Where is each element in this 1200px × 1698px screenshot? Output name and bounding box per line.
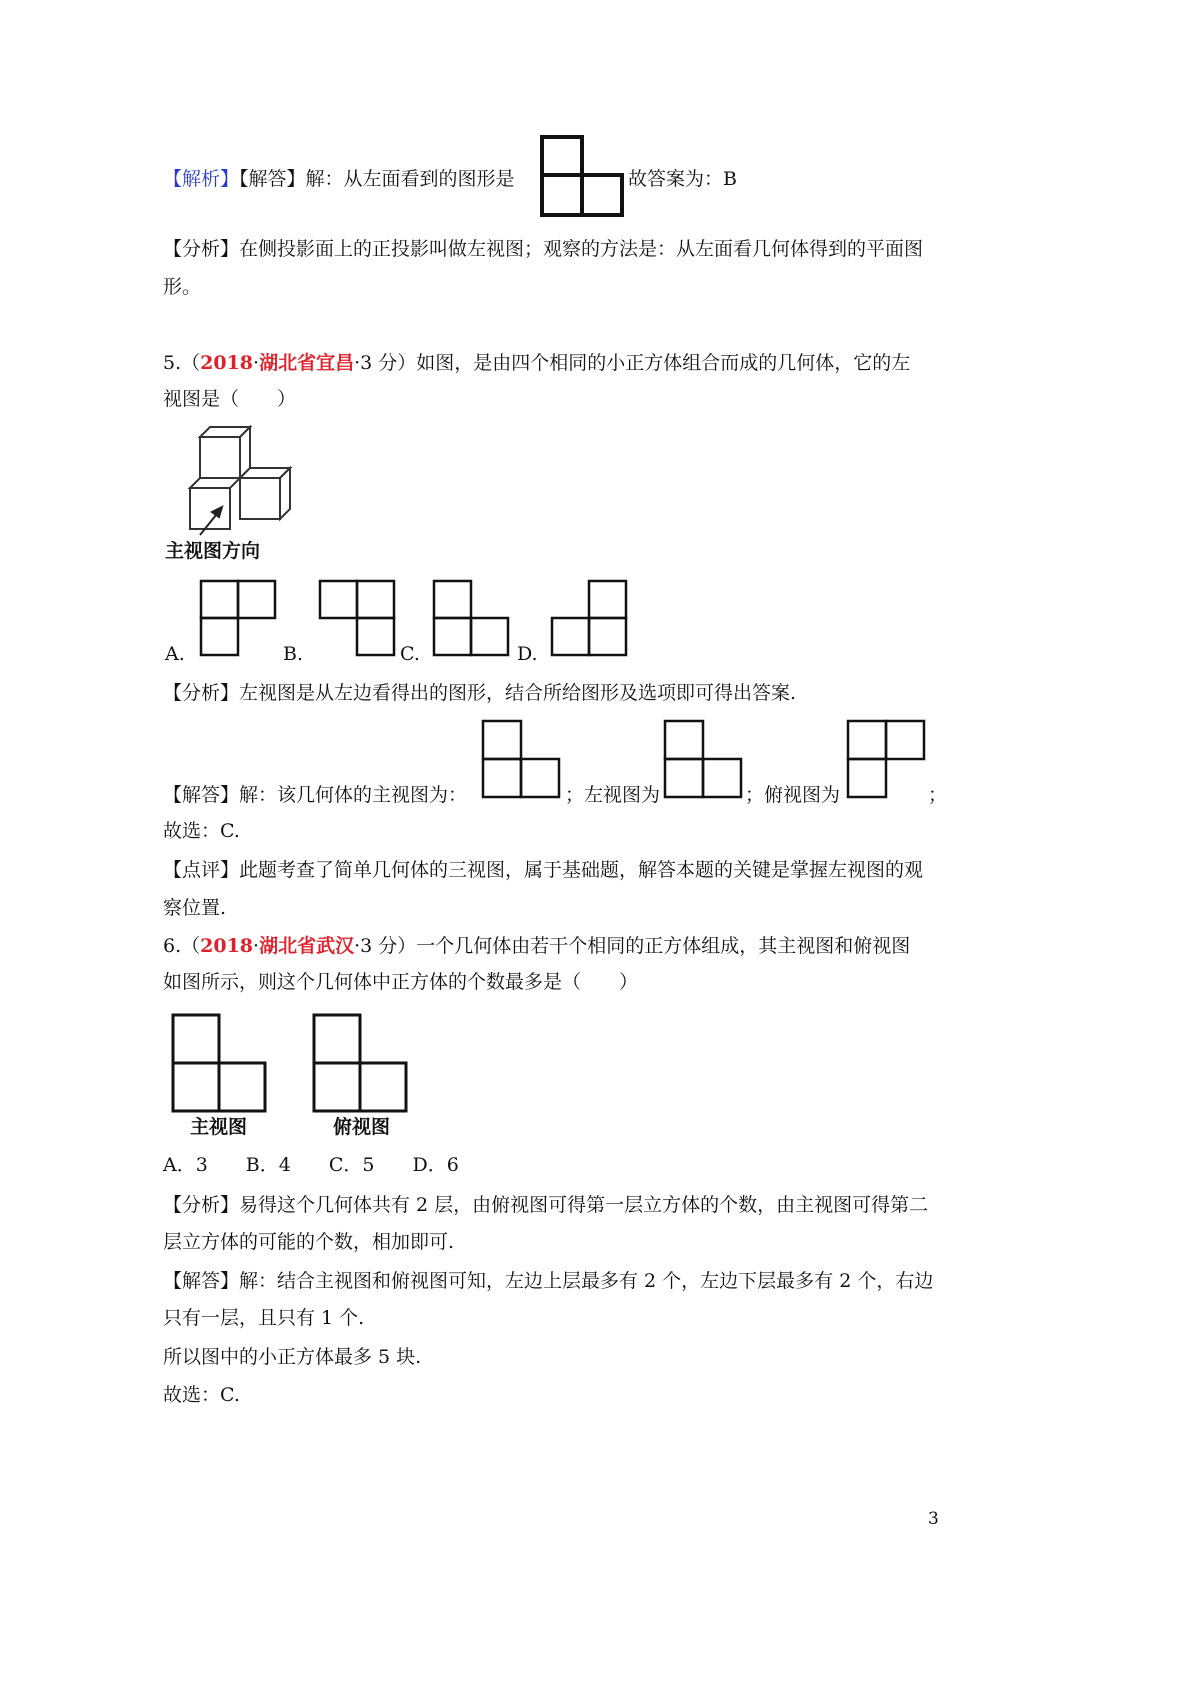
q6-conclusion: 所以图中的小正方体最多 5 块. [163,1346,422,1368]
q5-analysis: 【分析】左视图是从左边看得出的图形，结合所给图形及选项即可得出答案. [163,682,797,704]
q5-front-view-figure [480,718,564,802]
q5-stem-line2: 视图是（ ） [163,388,297,410]
q5-left-view-figure [662,718,746,802]
q6-front-view-figure [170,1012,274,1114]
q5-option-a-label: A. [165,643,185,665]
q5-option-d-figure [549,578,631,660]
page-number: 3 [928,1509,939,1529]
q4-answer-text: 解：从左面看到的图形是 [305,168,515,190]
jieda-tag: 【解答】 [239,168,306,190]
q6-stem-line2: 如图所示，则这个几何体中正方体的个数最多是（ ） [163,971,639,993]
q6-analysis-line2: 层立方体的可能的个数，相加即可. [163,1231,455,1253]
q5-solution-text-b: ；左视图为 [565,784,661,806]
q5-solution-text-a: 【解答】解：该几何体的主视图为： [163,784,468,806]
q5-choice: 故选：C. [163,820,240,842]
q5-solution-text-c: ；俯视图为 [745,784,841,806]
q6-front-view-caption: 主视图 [190,1116,248,1138]
q5-number: 5.（ [163,352,201,374]
q6-solution-line2: 只有一层，且只有 1 个. [163,1307,365,1329]
q5-option-a-figure [198,578,280,660]
q5-year: 2018 [200,352,254,374]
q5-cube-figure [180,425,310,535]
q6-stem-line1 [163,937,910,956]
q6-score: ·3 分） [354,935,417,957]
q6-stem-text: 一个几何体由若干个相同的正方体组成，其主视图和俯视图 [416,935,911,957]
q6-top-view-figure [311,1012,415,1114]
q4-left-view-figure [540,133,630,223]
q5-stem-text: 如图，是由四个相同的小正方体组合而成的几何体，它的左 [416,352,911,374]
jiexi-tag: 【解析】 [163,168,240,190]
q5-dot: · [253,352,260,374]
q6-source: 湖北省武汉 [259,935,355,957]
q6-choice: 故选：C. [163,1384,240,1406]
q5-option-c-figure [431,578,513,660]
q6-analysis-line1: 【分析】易得这个几何体共有 2 层，由俯视图可得第一层立方体的个数，由主视图可得第二 [163,1194,929,1216]
q5-source: 湖北省宜昌 [259,352,355,374]
q6-year: 2018 [200,935,254,957]
q5-option-b-label: B. [283,643,304,665]
q5-option-b-figure [317,578,399,660]
q5-score: ·3 分） [354,352,417,374]
q6-options: A．3 B．4 C．5 D．6 [163,1154,459,1176]
q6-number: 6.（ [163,935,201,957]
q5-stem-line1 [163,354,910,373]
q4-answer-conclusion: 故答案为：B [628,168,737,190]
q6-dot: · [253,935,260,957]
q5-solution-text-d: ； [928,784,948,806]
q5-option-c-label: C. [400,643,420,665]
q5-figure-caption: 主视图方向 [165,540,261,562]
q6-top-view-caption: 俯视图 [333,1116,391,1138]
q4-answer-line [163,170,515,189]
q5-option-d-label: D. [517,643,538,665]
q5-top-view-figure [845,718,929,802]
q4-analysis-line2: 形。 [163,276,202,298]
q5-comment-line2: 察位置. [163,897,227,919]
q5-comment-line1: 【点评】此题考查了简单几何体的三视图，属于基础题，解答本题的关键是掌握左视图的观 [163,859,924,881]
q6-solution-line1: 【解答】解：结合主视图和俯视图可知，左边上层最多有 2 个，左边下层最多有 2 个，右边 [163,1270,934,1292]
q4-analysis-line1: 【分析】在侧投影面上的正投影叫做左视图；观察的方法是：从左面看几何体得到的平面图 [163,238,924,260]
